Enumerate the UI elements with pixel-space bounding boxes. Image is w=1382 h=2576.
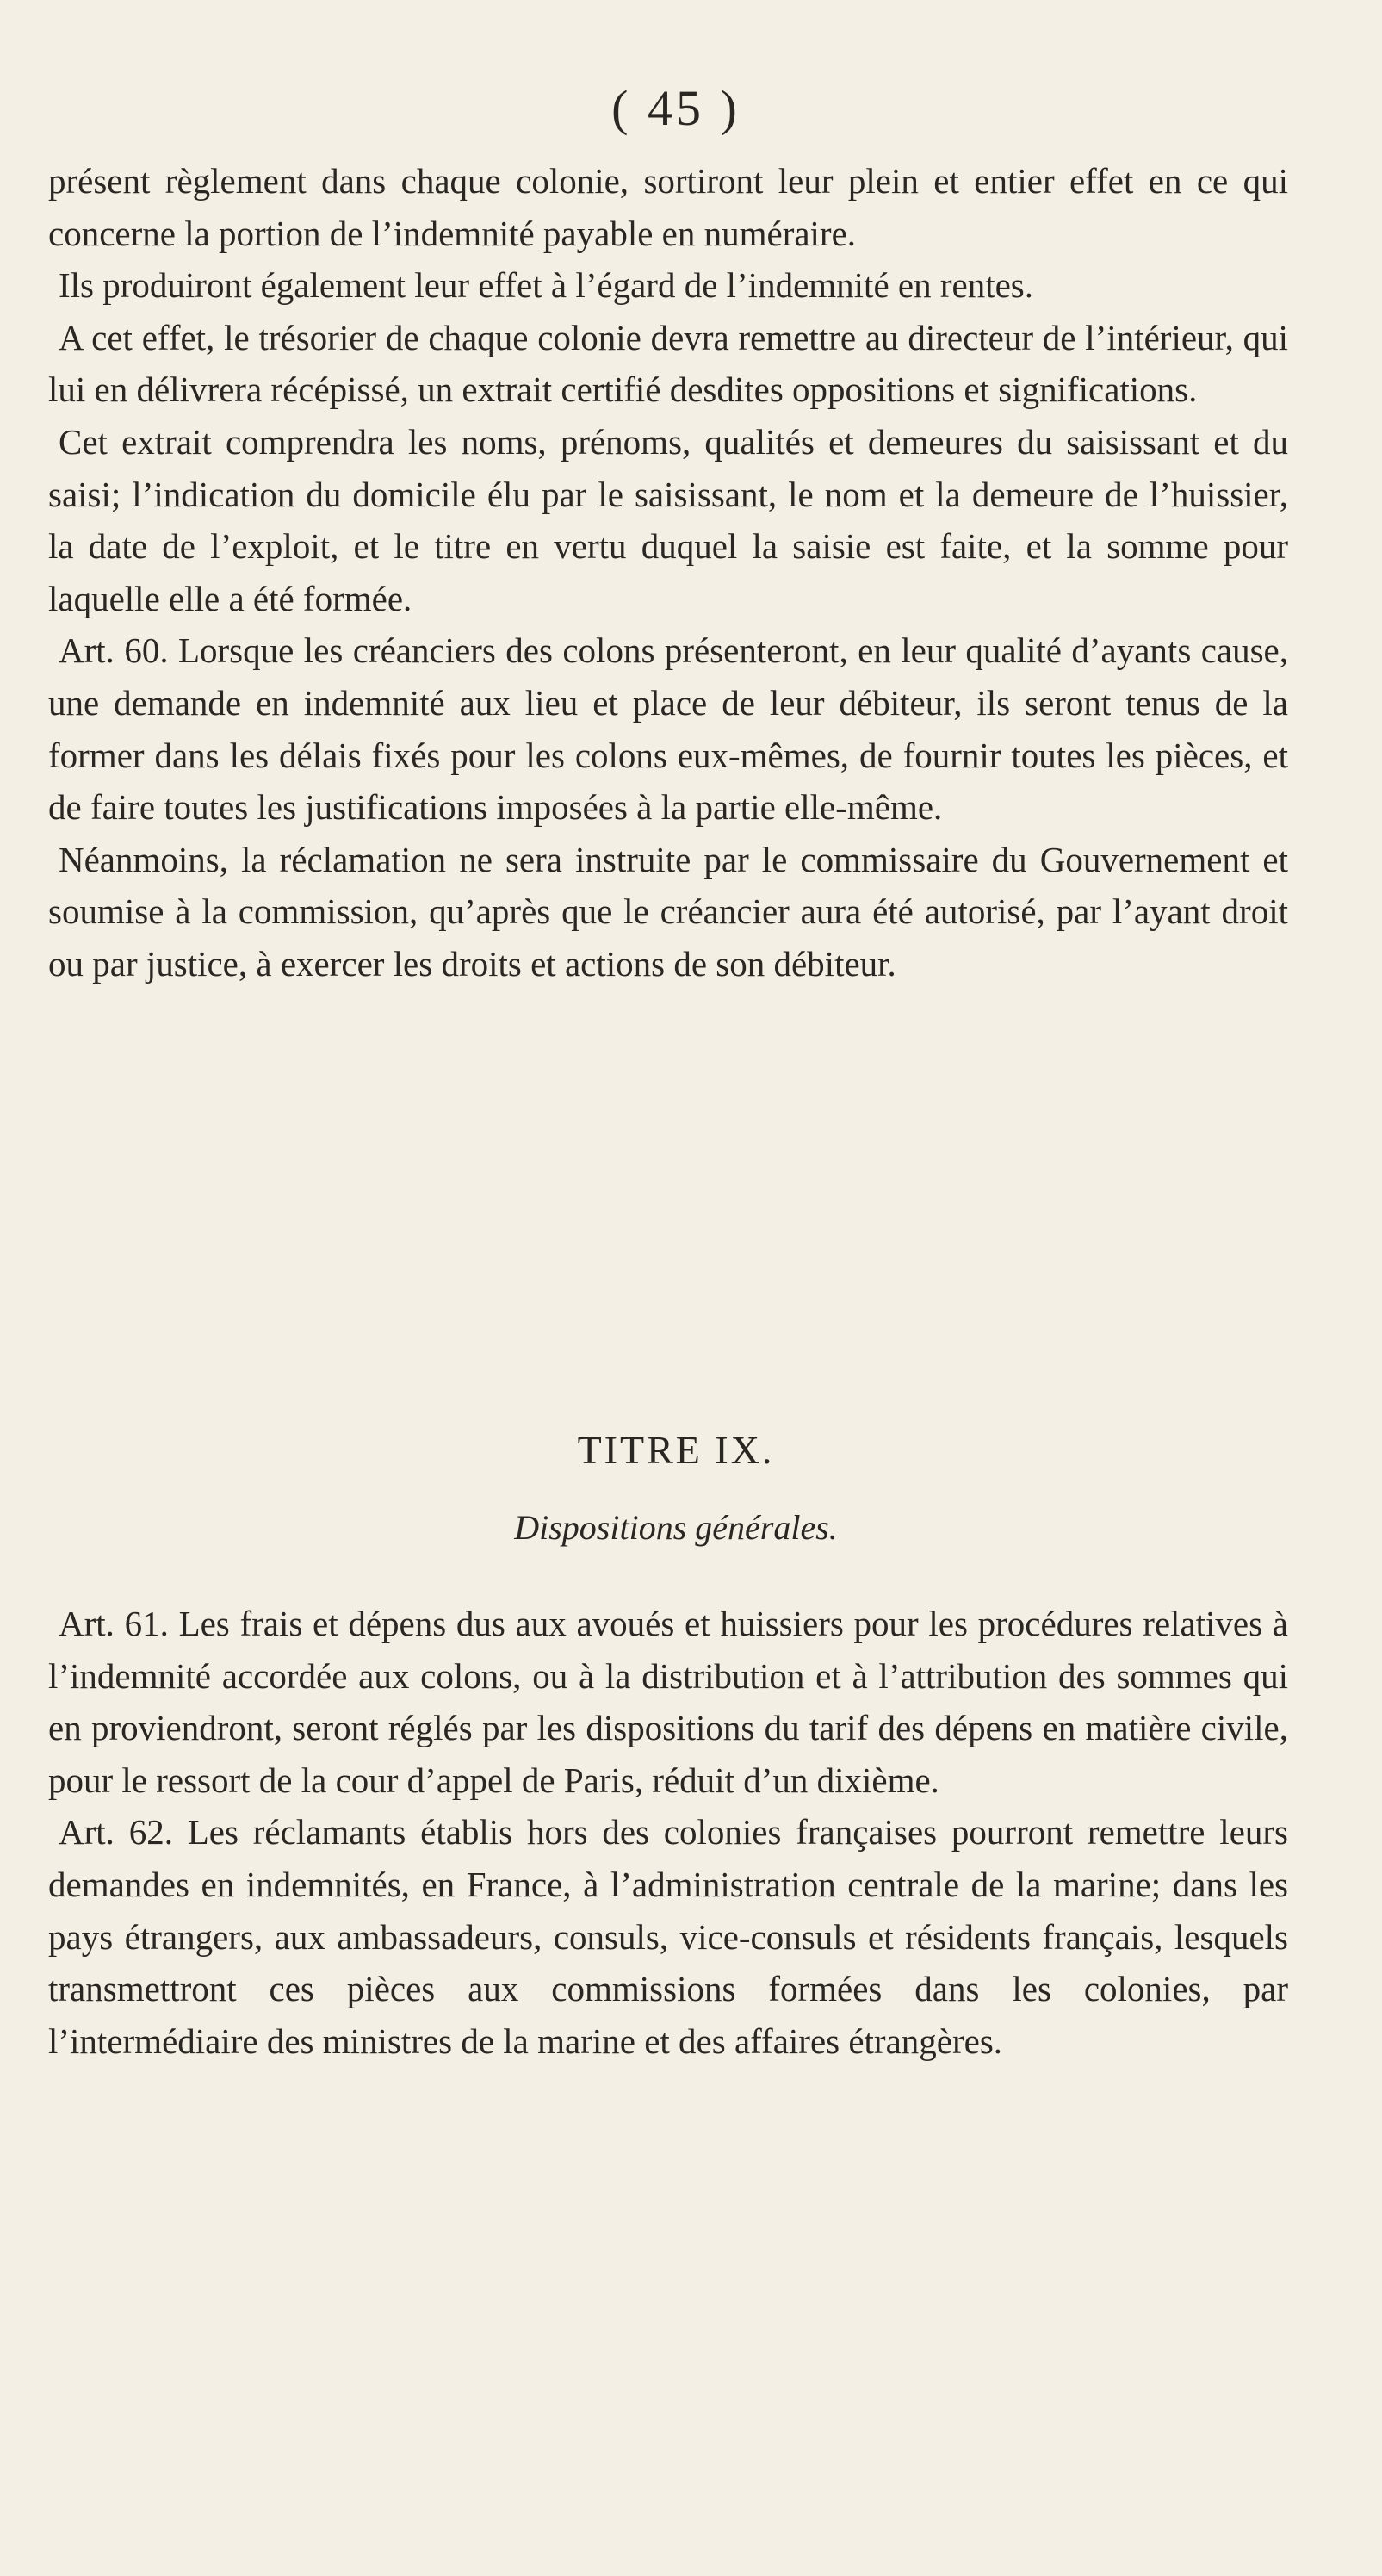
section-subtitle: Dispositions générales. [514, 1508, 838, 1547]
paragraph: Ils produiront également leur effet à l’égard de l’indemnité en rentes. [59, 265, 1033, 306]
paragraph: Cet extrait comprendra les noms, prénoms, qualités et demeures du saisissant et du saisi; l’indication du domicile élu par le saisissant, le nom et la demeure de l’huissier, la date de l’exploit, et le titre en vertu duquel la saisie est faite, et la somme pour laquelle elle a été formée. [48, 421, 1288, 618]
paragraph: A cet effet, le trésorier de chaque colonie devra remettre au directeur de l’intérieur, qui lui en délivrera récépissé, un extrait certifié desdites oppositions et significations. [48, 317, 1288, 410]
paragraph: Art. 61. Les frais et dépens dus aux avoués et huissiers pour les procédures relatives à l’indemnité accordée aux colons, ou à la distribution et à l’attribution des sommes qui en proviendront, seront réglés par les dispositions du tarif des dépens en matière civile, pour le ressort de la cour d’appel de Paris, réduit d’un dixième. [48, 1604, 1288, 1800]
paragraph: Néanmoins, la réclamation ne sera instruite par le commissaire du Gouvernement et soumise à la commission, qu’après que le créancier aura été autorisé, par l’ayant droit ou par justice, à exercer les droits et actions de son débiteur. [48, 839, 1288, 984]
page-number: ( 45 ) [611, 80, 741, 136]
body-text-bottom [48, 1598, 1288, 2067]
paragraph: présent règlement dans chaque colonie, sortiront leur plein et entier effet en ce qui concerne la portion de l’indemnité payable en numéraire. [48, 161, 1288, 253]
paragraph: Art. 60. Lorsque les créanciers des colons présenteront, en leur qualité d’ayants cause, une demande en indemnité aux lieu et place de leur débiteur, ils seront tenus de la former dans les délais fixés pour les colons eux-mêmes, de fournir toutes les pièces, et de faire toutes les justifications imposées à la partie elle-même. [48, 630, 1288, 828]
paragraph: Art. 62. Les réclamants établis hors des colonies françaises pourront remettre leurs demandes en indemnités, en France, à l’administration centrale de la marine; dans les pays étrangers, aux ambassadeurs, consuls, vice-consuls et résidents français, lesquels transmettront ces pièces aux commissions formées dans les colonies, par l’intermédiaire des ministres de la marine et des affaires étrangères. [48, 1812, 1288, 2061]
body-text-top [48, 155, 1288, 990]
section-title: TITRE IX. [577, 1428, 775, 1472]
